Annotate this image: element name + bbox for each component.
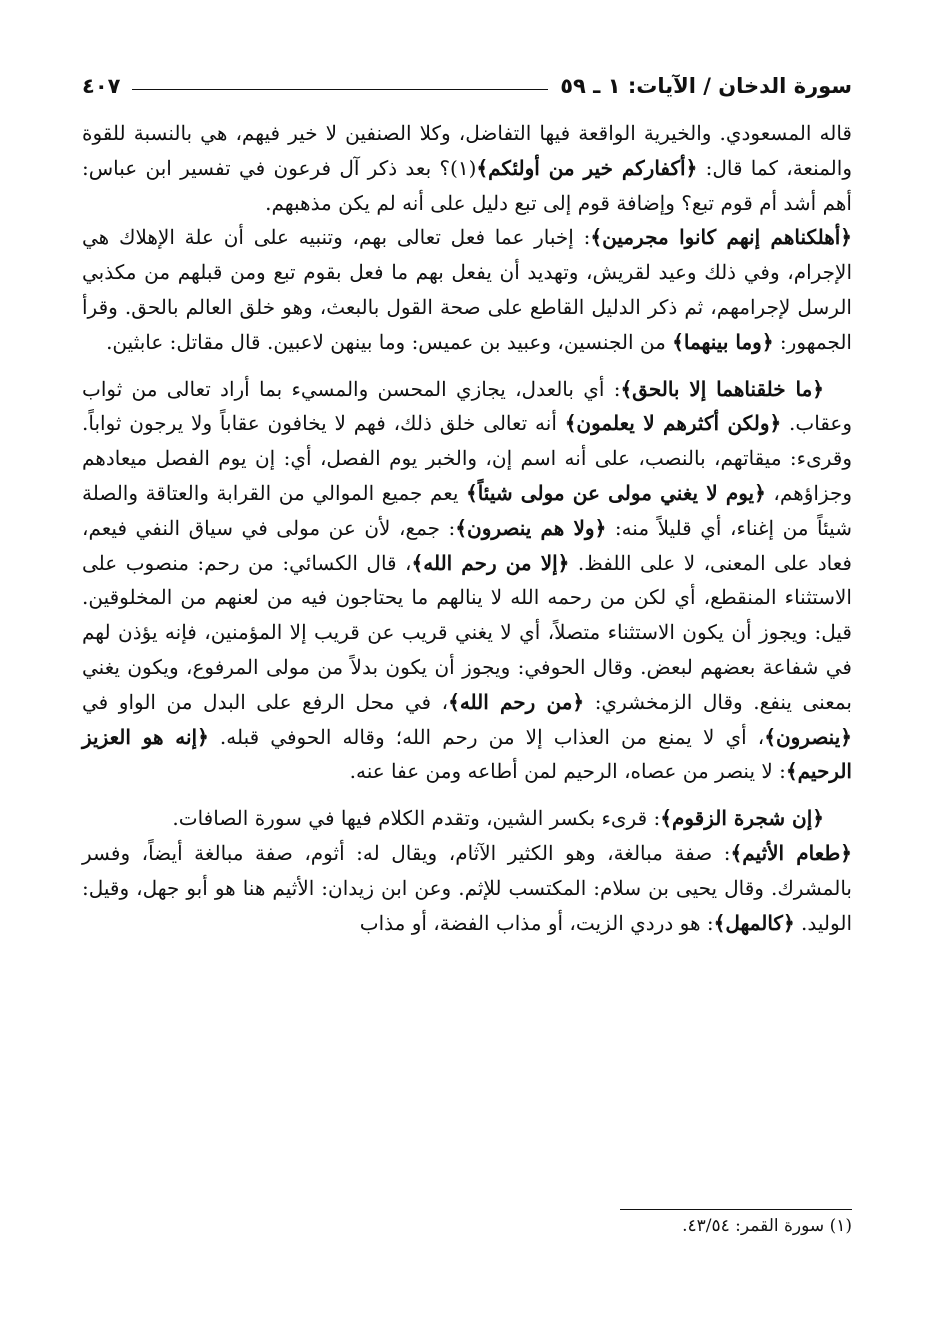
page-number: ٤٠٧ (82, 74, 121, 98)
paragraph-4 (82, 801, 852, 836)
quran-quote: ﴿ما خلقناهما إلا بالحق﴾ (620, 376, 825, 401)
header-rule (132, 89, 548, 90)
quran-quote: ﴿أكفاركم خير من أولئكم﴾ (476, 155, 698, 180)
body-text (82, 116, 852, 940)
text-run: ، في محل الرفع على البدل من الواو في (82, 689, 449, 714)
page-content (82, 66, 852, 940)
quran-quote: ﴿ولكن أكثرهم لا يعلمون﴾ (564, 411, 782, 436)
running-head (82, 66, 852, 106)
quran-quote: ﴿إنه هو العزيز الرحيم﴾ (82, 724, 852, 784)
running-title: سورة الدخان / الآيات: ١ ـ ٥٩ (560, 74, 852, 98)
text-run: : هو دردي الزيت، أو مذاب الفضة، أو مذاب (359, 910, 714, 935)
text-run: ، أي لا يمنع من العذاب إلا من رحم الله؛ وقاله الحوفي قبله. (208, 724, 765, 749)
footnote: (١) سورة القمر: ٤٣/٥٤. (682, 1216, 852, 1236)
text-run: : لا ينصر من عصاه، الرحيم لمن أطاعه ومن عفا عنه. (349, 759, 786, 784)
text-run: من الجنسين، وعبيد بن عميس: وما بينهن لاعبين. قال مقاتل: عابثين. (106, 329, 673, 354)
quran-quote: ﴿أهلكناهم إنهم كانوا مجرمين﴾ (590, 225, 853, 250)
text-run: ، قال الكسائي: من رحم: منصوب على الاستثناء المنقطع، أي لكن من رحمه الله لا ينالهم ما يحتاجون فيه من لعنهم من المخلوقين. قيل: ويجوز أن يكون الاستثناء متصلاً، أي لا يغني قريب عن قريب إلا المؤمنين، فإنه يؤذن لهم في شفاعة بعضهم لبعض. وقال الحوفي: ويجوز أن يكون بدلاً من مولى المرفوع، ويكون يغني بمعنى ينفع. وقال الزمخشري: (82, 550, 852, 714)
text-run: يعم جميع الموالي من القرابة والعتاقة والصلة شيئاً من إغناء، أي قليلاً منه: (82, 480, 852, 540)
text-run: : صفة مبالغة، وهو الكثير الآثام، ويقال له: أثوم، صفة مبالغة أيضاً، وفسر بالمشرك. وقال يحيى بن سلام: المكتسب للإثم. وعن ابن زيدان: الأثيم هنا هو أبو جهل، وقيل: الوليد. (82, 840, 852, 935)
paragraph-2 (82, 220, 852, 359)
quran-quote: ﴿وما بينهما﴾ (672, 329, 774, 354)
quran-quote: ﴿كالمهل﴾ (713, 910, 795, 935)
quran-quote: ﴿يوم لا يغني مولى عن مولى شيئاً﴾ (465, 480, 766, 505)
quran-quote: ﴿ينصرون﴾ (764, 724, 852, 749)
paragraph-3 (82, 372, 852, 790)
text-run: أنه تعالى خلق ذلك، فهم لا يخافون عقاباً ولا يرجون ثواباً. وقرىء: ميقاتهم، بالنصب، على أنه اسم إن، والخبر يوم الفصل، أي: إن يوم الفصل ميعادهم وجزاؤهم، (82, 411, 852, 505)
text-run: : قرىء بكسر الشين، وتقدم الكلام فيها في سورة الصافات. (172, 806, 661, 831)
text-run: : أي بالعدل، يجازي المحسن والمسيء بما أراد تعالى من ثواب وعقاب. (82, 376, 852, 436)
quran-quote: ﴿ولا هم ينصرون﴾ (455, 515, 607, 540)
text-run: : جمع، لأن عن مولى في سياق النفي فيعم، فعاد على المعنى، لا على اللفظ. (82, 515, 852, 575)
quran-quote: ﴿طعام الأثيم﴾ (730, 840, 852, 865)
text-run: : إخبار عما فعل تعالى بهم، وتنبيه على أن علة الإهلاك هي الإجرام، وفي ذلك وعيد لقريش، وتهديد أن يفعل بهم ما فعل بقوم تبع ومن قبلهم من مكذبي الرسل لإجرامهم، ثم ذكر الدليل القاطع على صحة القول بالبعث، وهو خلق العالم بالحق. وقرأ الجمهور: (82, 225, 852, 354)
quran-quote: ﴿من رحم الله﴾ (448, 689, 585, 714)
footnote-rule (620, 1209, 852, 1210)
quran-quote: ﴿إن شجرة الزقوم﴾ (660, 806, 824, 831)
text-run: قاله المسعودي. والخيرية الواقعة فيها التفاضل، وكلا الصنفين لا خير فيهم، هي بالنسبة للقوة والمنعة، كما قال: (82, 121, 852, 180)
paragraph-1 (82, 116, 852, 220)
quran-quote: ﴿إلا من رحم الله﴾ (411, 550, 570, 575)
paragraph-5 (82, 836, 852, 940)
text-run: (١)؟ بعد ذكر آل فرعون في تفسير ابن عباس: أهم أشد أم قوم تبع؟ وإضافة قوم إلى تبع دليل على أنه لم يكن مذهبهم. (82, 155, 852, 215)
